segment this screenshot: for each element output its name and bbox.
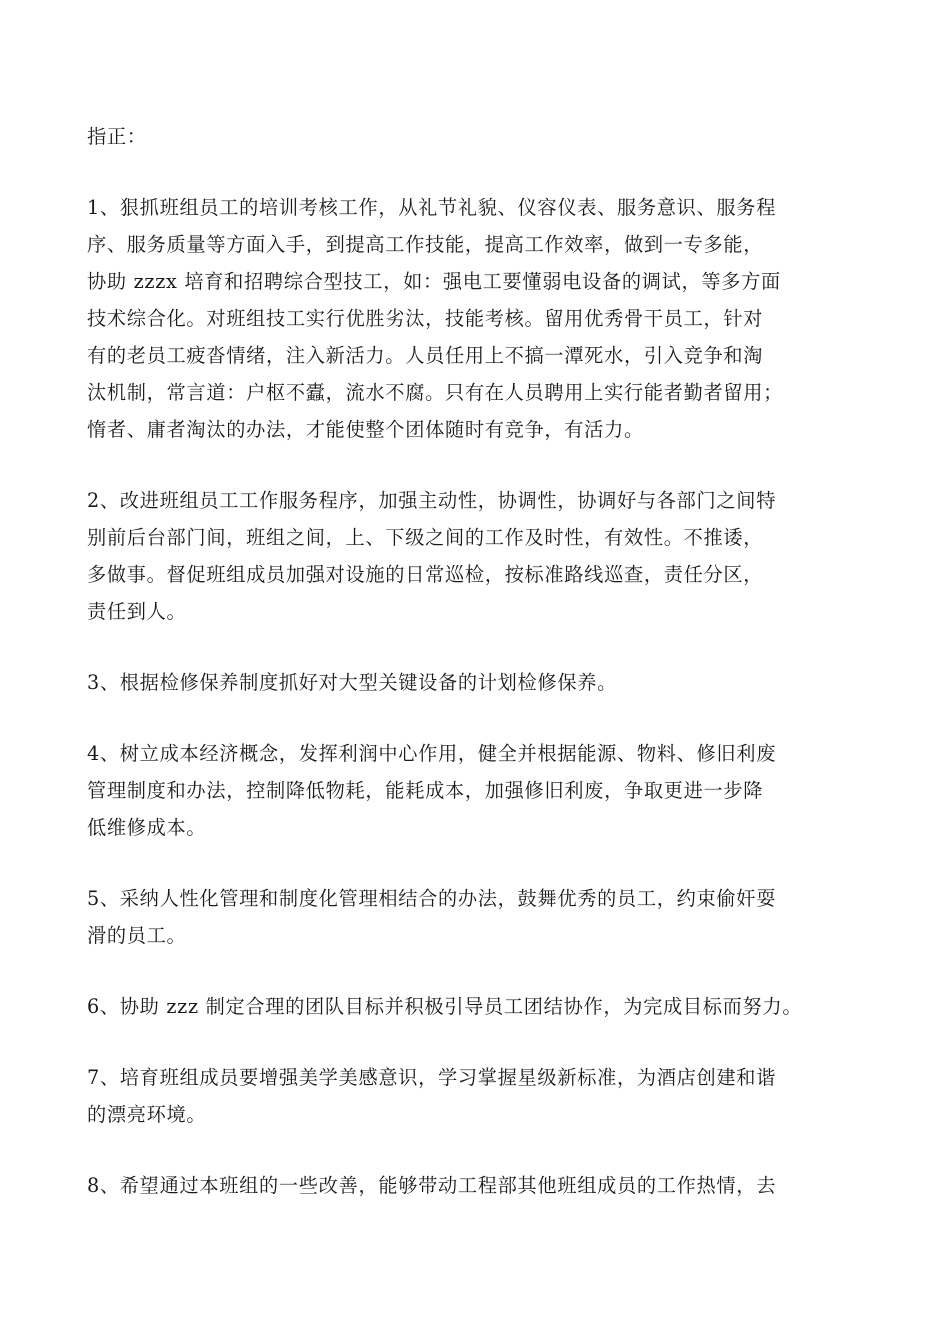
- paragraph-2: [87, 482, 875, 630]
- paragraph-line: 滑的员工。: [87, 924, 187, 947]
- paragraph-line: 1、狠抓班组员工的培训考核工作，从礼节礼貌、仪容仪表、服务意识、服务程: [87, 196, 777, 219]
- paragraph-line: 多做事。督促班组成员加强对设施的日常巡检，按标准路线巡查，责任分区，: [87, 563, 764, 586]
- paragraph-1: [87, 189, 875, 448]
- paragraph-line: 有的老员工疲沓情绪，注入新活力。人员任用上不搞一潭死水，引入竞争和淘: [87, 344, 764, 367]
- paragraph-line: 汰机制，常言道：户枢不蠹，流水不腐。只有在人员聘用上实行能者勤者留用；: [87, 381, 784, 404]
- paragraph-4: [87, 735, 875, 846]
- paragraph-3: [87, 664, 875, 701]
- paragraph-line: 低维修成本。: [87, 816, 207, 839]
- paragraph-line: 协助 zzzx 培育和招聘综合型技工，如：强电工要懂弱电设备的调试，等多方面: [87, 270, 781, 293]
- paragraph-line: 8、希望通过本班组的一些改善，能够带动工程部其他班组成员的工作热情，去: [87, 1174, 777, 1197]
- paragraph-line: 序、服务质量等方面入手，到提高工作技能，提高工作效率，做到一专多能，: [87, 233, 764, 256]
- paragraph-line: 惰者、庸者淘汰的办法，才能使整个团体随时有竞争，有活力。: [87, 418, 644, 441]
- paragraph-7: [87, 1059, 875, 1133]
- paragraph-line: 5、采纳人性化管理和制度化管理相结合的办法，鼓舞优秀的员工，约束偷奸耍: [87, 887, 777, 910]
- document-page: [87, 118, 875, 1238]
- paragraph-6: [87, 988, 875, 1025]
- document-heading: 指正：: [87, 125, 147, 148]
- paragraph-line: 管理制度和办法，控制降低物耗，能耗成本，加强修旧利废，争取更进一步降: [87, 779, 764, 802]
- paragraph-line: 责任到人。: [87, 600, 187, 623]
- paragraph-8: [87, 1167, 875, 1204]
- paragraph-line: 3、根据检修保养制度抓好对大型关键设备的计划检修保养。: [87, 671, 617, 694]
- paragraph-line: 2、改进班组员工工作服务程序，加强主动性，协调性，协调好与各部门之间特: [87, 489, 777, 512]
- paragraph-line: 别前后台部门间，班组之间，上、下级之间的工作及时性，有效性。不推诿，: [87, 526, 764, 549]
- paragraph-line: 技术综合化。对班组技工实行优胜劣汰，技能考核。留用优秀骨干员工，针对: [87, 307, 764, 330]
- paragraph-5: [87, 880, 875, 954]
- paragraph-line: 6、协助 zzz 制定合理的团队目标并积极引导员工团结协作，为完成目标而努力。: [87, 995, 803, 1018]
- paragraph-line: 7、培育班组成员要增强美学美感意识，学习掌握星级新标准，为酒店创建和谐: [87, 1066, 777, 1089]
- paragraph-line: 4、树立成本经济概念，发挥利润中心作用，健全并根据能源、物料、修旧利废: [87, 742, 777, 765]
- paragraph-line: 的漂亮环境。: [87, 1103, 207, 1126]
